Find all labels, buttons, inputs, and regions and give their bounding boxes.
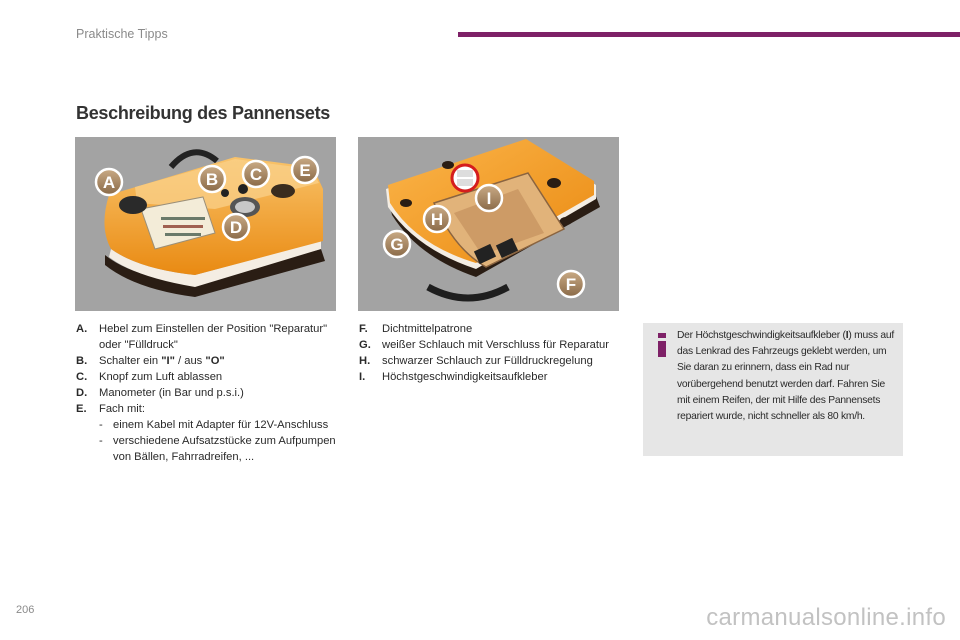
compressor-illustration xyxy=(75,137,336,311)
svg-text:D: D xyxy=(229,218,243,237)
label-f-marker xyxy=(558,271,584,297)
svg-text:F: F xyxy=(565,275,577,294)
info-text xyxy=(677,328,897,425)
legend-key: F. xyxy=(359,323,368,335)
label-e-marker xyxy=(292,157,318,183)
legend-text: Hebel zum Einstellen der Position "Reparatur" oder "Fülldruck" xyxy=(99,323,328,351)
label-d-marker xyxy=(223,214,249,240)
legend-key: A. xyxy=(76,323,88,335)
section-header: Praktische Tipps xyxy=(76,27,168,41)
compressor-photo xyxy=(75,137,336,311)
page-title: Beschreibung des Pannensets xyxy=(76,103,330,123)
legend-key: G. xyxy=(359,339,371,351)
legend-item-f xyxy=(359,321,627,337)
legend-switch-off: "O" xyxy=(205,355,225,367)
label-a-marker xyxy=(96,169,122,195)
info-text-after: ) muss auf das Lenkrad des Fahrzeugs geklebt werden, um Sie daran zu erinnern, dass ein Rad nur vorübergehend benutzt werden darf. Fahren Sie mit einem Reifen, der mit Hilfe des Pannensets repariert wurde, nicht schneller als 80 km/h. xyxy=(677,330,894,423)
svg-text:C: C xyxy=(249,165,263,184)
legend-item-d xyxy=(76,385,346,401)
legend-key: D. xyxy=(76,387,88,399)
svg-text:G: G xyxy=(390,235,404,254)
label-c-marker xyxy=(243,161,269,187)
legend-subitem-cable xyxy=(76,417,346,433)
page-number: 206 xyxy=(16,604,35,616)
svg-text:I: I xyxy=(486,189,492,208)
info-text-ref: I xyxy=(845,330,849,341)
legend-item-g xyxy=(359,337,627,353)
label-g-marker xyxy=(384,231,410,257)
legend-text: schwarzer Schlauch zur Fülldruckregelung xyxy=(382,355,593,367)
kit-underside-illustration xyxy=(358,137,619,311)
info-icon xyxy=(655,333,669,357)
label-b-marker xyxy=(199,166,225,192)
legend-key: H. xyxy=(359,355,371,367)
info-box xyxy=(643,323,903,456)
speed-sticker xyxy=(452,165,478,191)
legend-text: Dichtmittelpatrone xyxy=(382,323,473,335)
svg-text:B: B xyxy=(205,170,219,189)
legend-text: / aus xyxy=(174,355,206,367)
legend-text: weißer Schlauch mit Verschluss für Reparatur xyxy=(382,339,609,351)
legend-key: C. xyxy=(76,371,88,383)
legend-key: I. xyxy=(359,371,366,383)
legend-text: Schalter ein xyxy=(99,355,162,367)
legend-text: Fach mit: xyxy=(99,403,146,415)
legend-right xyxy=(359,321,627,385)
list-dash: - xyxy=(99,419,103,431)
section-accent-bar xyxy=(458,32,960,37)
legend-item-e xyxy=(76,401,346,417)
legend-item-h xyxy=(359,353,627,369)
svg-text:H: H xyxy=(430,210,444,229)
legend-subitem-text: verschiedene Aufsatzstücke zum Aufpumpen von Bällen, Fahrradreifen, ... xyxy=(113,435,336,463)
legend-key: B. xyxy=(76,355,88,367)
legend-text: Manometer (in Bar und p.s.i.) xyxy=(99,387,244,399)
legend-text: Knopf zum Luft ablassen xyxy=(99,371,223,383)
legend-subitem-attachments xyxy=(76,433,346,465)
svg-text:E: E xyxy=(299,161,311,180)
legend-switch-on: "I" xyxy=(161,355,175,367)
legend-item-i xyxy=(359,369,627,385)
label-i-marker xyxy=(476,185,502,211)
watermark: carmanualsonline.info xyxy=(706,604,946,631)
legend-subitem-text: einem Kabel mit Adapter für 12V-Anschluss xyxy=(113,419,329,431)
label-h-marker xyxy=(424,206,450,232)
svg-text:A: A xyxy=(102,173,116,192)
legend-item-a xyxy=(76,321,346,353)
legend-text: Höchstgeschwindigkeitsaufkleber xyxy=(382,371,548,383)
legend-item-b xyxy=(76,353,346,369)
legend-left xyxy=(76,321,346,465)
kit-underside-photo xyxy=(358,137,619,311)
legend-key: E. xyxy=(76,403,87,415)
info-text-before: Der Höchstgeschwindigkeitsaufkleber ( xyxy=(677,330,846,341)
list-dash: - xyxy=(99,435,103,447)
legend-item-c xyxy=(76,369,346,385)
